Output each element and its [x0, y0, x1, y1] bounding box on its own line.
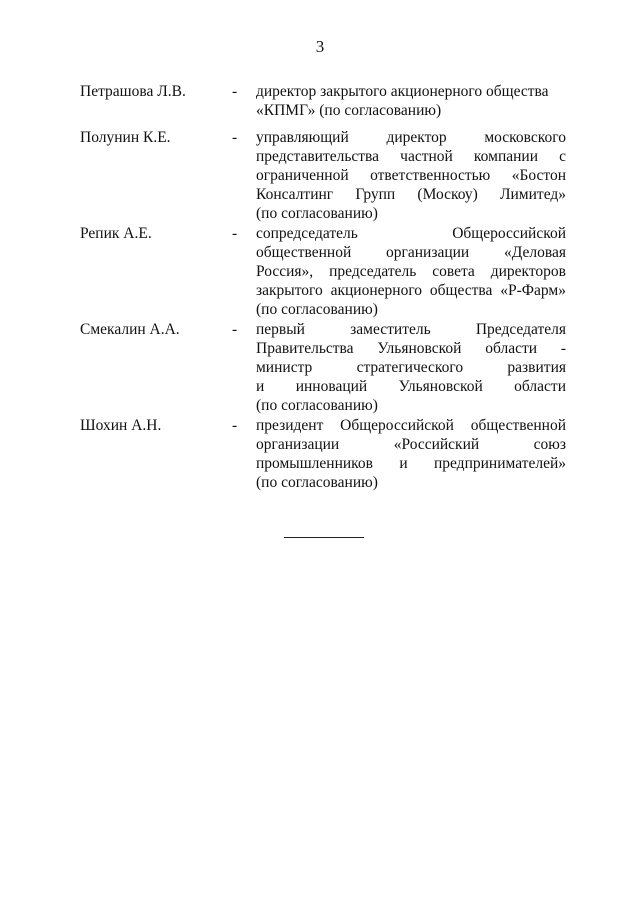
member-name: Смекалин А.А.: [80, 321, 180, 338]
end-separator-line: [284, 537, 364, 538]
position-line: общественной организации «Деловая: [256, 244, 566, 261]
position-line: Россия», председатель совета директоров: [256, 263, 566, 280]
member-name: Репик А.Е.: [80, 225, 152, 242]
member-position: [256, 128, 566, 223]
position-line: представительства частной компании с: [256, 148, 566, 165]
member-position: [256, 320, 566, 415]
position-line: «КПМГ» (по согласованию): [256, 102, 442, 119]
position-line: (по согласованию): [256, 205, 378, 222]
separator-dash: -: [232, 83, 238, 100]
member-entry: [0, 128, 640, 223]
position-line: закрытого акционерного общества «Р-Фарм»: [256, 282, 566, 299]
position-line: и инноваций Ульяновской области: [256, 378, 566, 395]
member-position: [256, 82, 566, 120]
member-name: Петрашова Л.В.: [80, 83, 186, 100]
member-position: [256, 224, 566, 319]
position-line: управляющий директор московского: [256, 129, 566, 146]
position-line: президент Общероссийской общественной: [256, 417, 566, 434]
member-entry: [0, 416, 640, 492]
member-entry: [0, 224, 640, 319]
position-line: организации «Российский союз: [256, 436, 566, 453]
position-line: Консалтинг Групп (Москоу) Лимитед»: [256, 186, 566, 203]
position-line: промышленников и предпринимателей»: [256, 455, 566, 472]
separator-dash: -: [232, 225, 238, 242]
position-line: первый заместитель Председателя: [256, 321, 566, 338]
separator-dash: -: [232, 417, 238, 434]
member-entry: [0, 320, 640, 415]
position-line: директор закрытого акционерного общества: [256, 83, 549, 100]
position-line: (по согласованию): [256, 397, 378, 414]
position-line: (по согласованию): [256, 301, 378, 318]
position-line: ограниченной ответственностью «Бостон: [256, 167, 566, 184]
page-number: 3: [315, 37, 325, 56]
position-line: Правительства Ульяновской области -: [256, 340, 566, 357]
member-position: [256, 416, 566, 492]
members-list: [0, 82, 640, 492]
position-line: сопредседатель Общероссийской: [256, 225, 566, 242]
position-line: (по согласованию): [256, 474, 378, 491]
member-name: Шохин А.Н.: [80, 417, 162, 434]
position-line: министр стратегического развития: [256, 359, 566, 376]
member-name: Полунин К.Е.: [80, 129, 171, 146]
member-entry: [0, 82, 640, 120]
separator-dash: -: [232, 321, 238, 338]
separator-dash: -: [232, 129, 238, 146]
